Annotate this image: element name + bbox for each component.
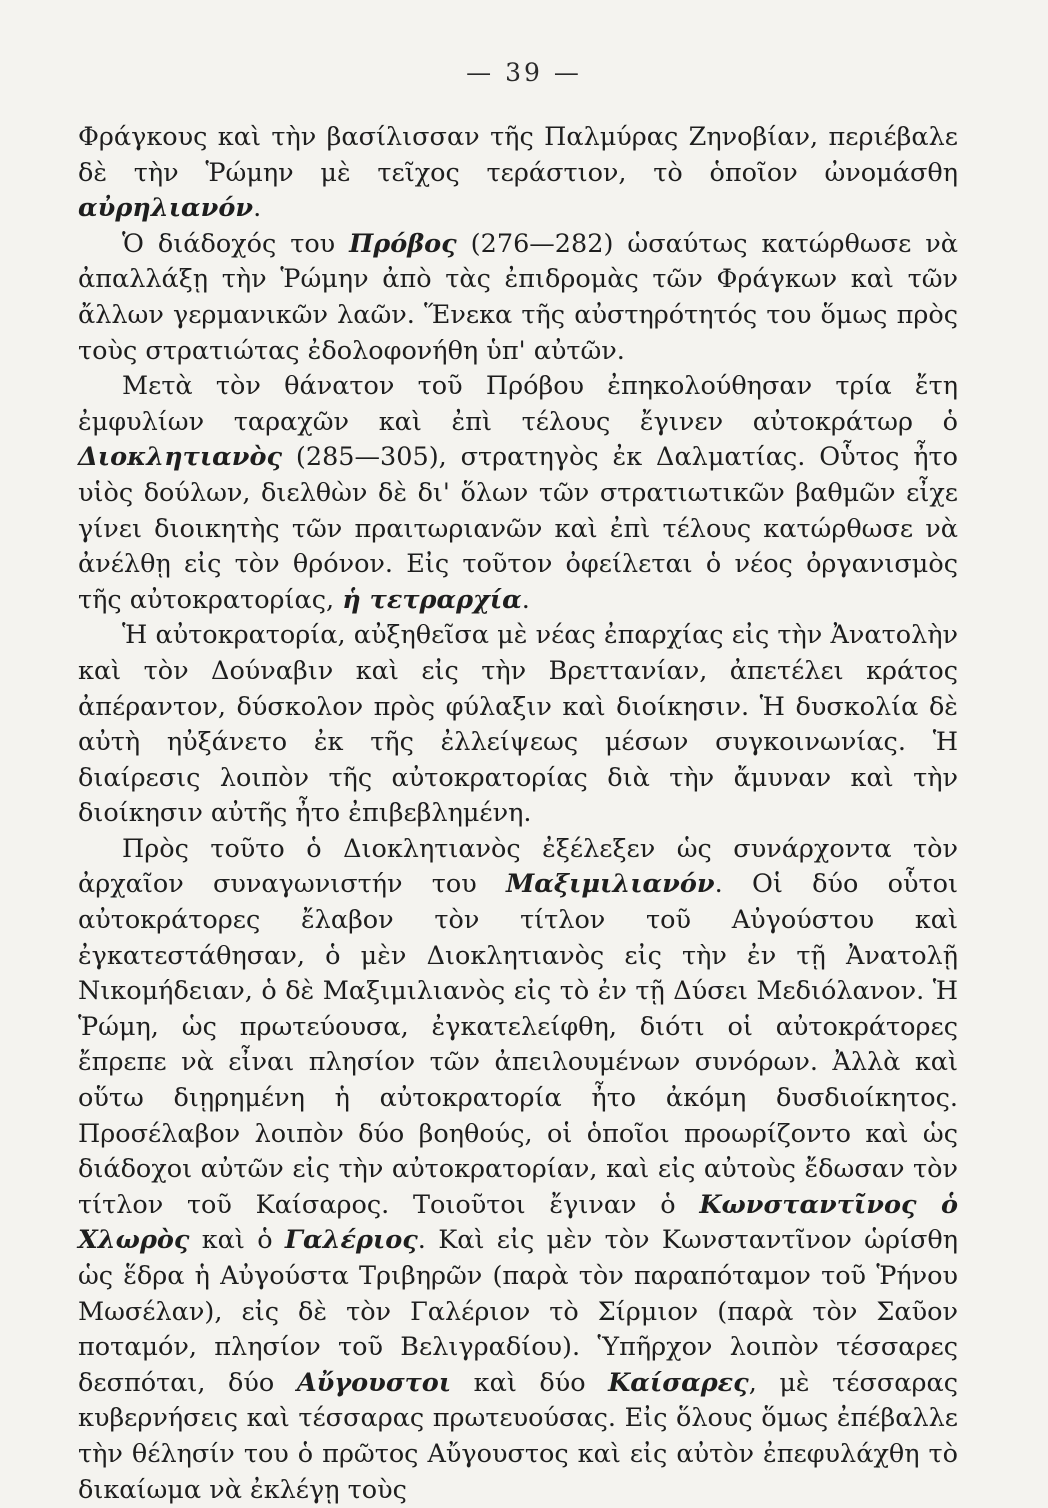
- page-number: — 39 —: [466, 58, 582, 87]
- emphasized-term: Μαξιμιλιανόν: [506, 869, 715, 900]
- text-run: καὶ ὁ: [189, 1225, 285, 1256]
- text-run: Ὁ διάδοχός του: [122, 228, 350, 259]
- emphasized-term: Διοκλητιανὸς: [78, 442, 283, 473]
- text-run: .: [253, 193, 262, 224]
- emphasized-term: αὐρηλιανόν: [78, 193, 254, 224]
- paragraph: [78, 618, 958, 832]
- text-run: (276—282) ὡσαύτως κατώρθωσε νὰ ἀπαλλάξῃ τὴν Ῥώμην ἀπὸ τὰς ἐπιδρομὰς τῶν Φράγκων καὶ τῶν ἄλλων γερμανικῶν λαῶν. Ἕνεκα τῆς αὐστηρότητός του ὅμως πρὸς τοὺς στρατιώτας ἐδολοφονήθη ὑπ' αὐτῶν.: [78, 228, 958, 366]
- text-body: [78, 120, 958, 1508]
- text-run: Ἡ αὐτοκρατορία, αὐξηθεῖσα μὲ νέας ἐπαρχίας εἰς τὴν Ἀνατολὴν καὶ τὸν Δούναβιν καὶ εἰς τὴν Βρεττανίαν, ἀπετέλει κράτος ἀπέραντον, δύσκολον πρὸς φύλαξιν καὶ διοίκησιν. Ἡ δυσκολία δὲ αὐτὴ ηὐξάνετο ἐκ τῆς ἐλλείψεως μέσων συγκοινωνίας. Ἡ διαίρεσις λοιπὸν τῆς αὐτοκρατορίας διὰ τὴν ἄμυναν καὶ τὴν διοίκησιν αὐτῆς ἦτο ἐπιβεβλημένη.: [78, 620, 958, 829]
- text-run: .: [521, 584, 530, 615]
- emphasized-term: Καίσαρες: [608, 1367, 749, 1398]
- emphasized-term: Αὔγουστοι: [296, 1367, 452, 1398]
- paragraph: [78, 832, 958, 1508]
- emphasized-term: Πρόβος: [349, 228, 457, 259]
- paragraph: [78, 120, 958, 227]
- text-run: Μετὰ τὸν θάνατον τοῦ Πρόβου ἐπηκολούθησαν τρία ἔτη ἐμφυλίων ταραχῶν καὶ ἐπὶ τέλους ἔγινεν αὐτοκράτωρ ὁ: [78, 371, 958, 437]
- paragraph: [78, 369, 958, 618]
- emphasized-term: Κωνσταντῖνος ὁ Χλωρὸς: [78, 1189, 958, 1256]
- text-run: . Οἱ δύο οὗτοι αὐτοκράτορες ἔλαβον τὸν τίτλον τοῦ Αὐγούστου καὶ ἐγκατεστάθησαν, ὁ μὲν Διοκλητιανὸς εἰς τὴν ἐν τῇ Ἀνατολῇ Νικομήδειαν, ὁ δὲ Μαξιμιλιανὸς εἰς τὸ ἐν τῇ Δύσει Μεδιόλανον. Ἡ Ῥώμη, ὡς πρωτεύουσα, ἐγκατελείφθη, διότι οἱ αὐτοκράτορες ἔπρεπε νὰ εἶναι πλησίον τῶν ἀπειλουμένων συνόρων. Ἀλλὰ καὶ οὕτω διῃρημένη ἡ αὐτοκρατορία ἦτο ἀκόμη δυσδιοίκητος. Προσέλαβον λοιπὸν δύο βοηθούς, οἱ ὁποῖοι προωρίζοντο καὶ ὡς διάδοχοι αὐτῶν εἰς τὴν αὐτοκρατορίαν, καὶ εἰς αὐτοὺς ἔδωσαν τὸν τίτλον τοῦ Καίσαρος. Τοιοῦτοι ἔγιναν ὁ: [78, 869, 958, 1220]
- paragraph: [78, 227, 958, 369]
- emphasized-term: ἡ τετραρχία: [342, 584, 522, 615]
- emphasized-term: Γαλέριος: [284, 1225, 418, 1256]
- text-run: , μὲ τέσσαρας κυβερνήσεις καὶ τέσσαρας πρωτευούσας. Εἰς ὅλους ὅμως ἐπέβαλλε τὴν θέλησίν του ὁ πρῶτος Αὔγουστος καὶ εἰς αὐτὸν ἐπεφυλάχθη τὸ δικαίωμα νὰ ἐκλέγῃ τοὺς: [78, 1367, 958, 1505]
- text-run: Φράγκους καὶ τὴν βασίλισσαν τῆς Παλμύρας Ζηνοβίαν, περιέβαλε δὲ τὴν Ῥώμην μὲ τεῖχος τεράστιον, τὸ ὁποῖον ὠνομάσθη: [78, 122, 958, 188]
- text-run: . Καὶ εἰς μὲν τὸν Κωνσταντῖνον ὡρίσθη ὡς ἕδρα ἡ Αὐγούστα Τριβηρῶν (παρὰ τὸν παραπόταμον τοῦ Ῥήνου Μωσέλαν), εἰς δὲ τὸν Γαλέριον τὸ Σίρμιον (παρὰ τὸν Σαῦον ποταμόν, πλησίον τοῦ Βελιγραδίου). Ὑπῆρχον λοιπὸν τέσσαρες δεσπόται, δύο: [78, 1225, 958, 1398]
- text-run: Πρὸς τοῦτο ὁ Διοκλητιανὸς ἐξέλεξεν ὡς συνάρχοντα τὸν ἀρχαῖον συναγωνιστήν του: [78, 833, 958, 900]
- text-run: καὶ δύο: [451, 1367, 609, 1398]
- text-run: (285—305), στρατηγὸς ἐκ Δαλματίας. Οὗτος ἦτο υἱὸς δούλων, διελθὼν δὲ δι' ὅλων τῶν στρατιωτικῶν βαθμῶν εἶχε γίνει διοικητὴς τῶν πραιτωριανῶν καὶ ἐπὶ τέλους κατώρθωσε νὰ ἀνέλθῃ εἰς τὸν θρόνον. Εἰς τοῦτον ὀφείλεται ὁ νέος ὀργανισμὸς τῆς αὐτοκρατορίας,: [78, 442, 958, 615]
